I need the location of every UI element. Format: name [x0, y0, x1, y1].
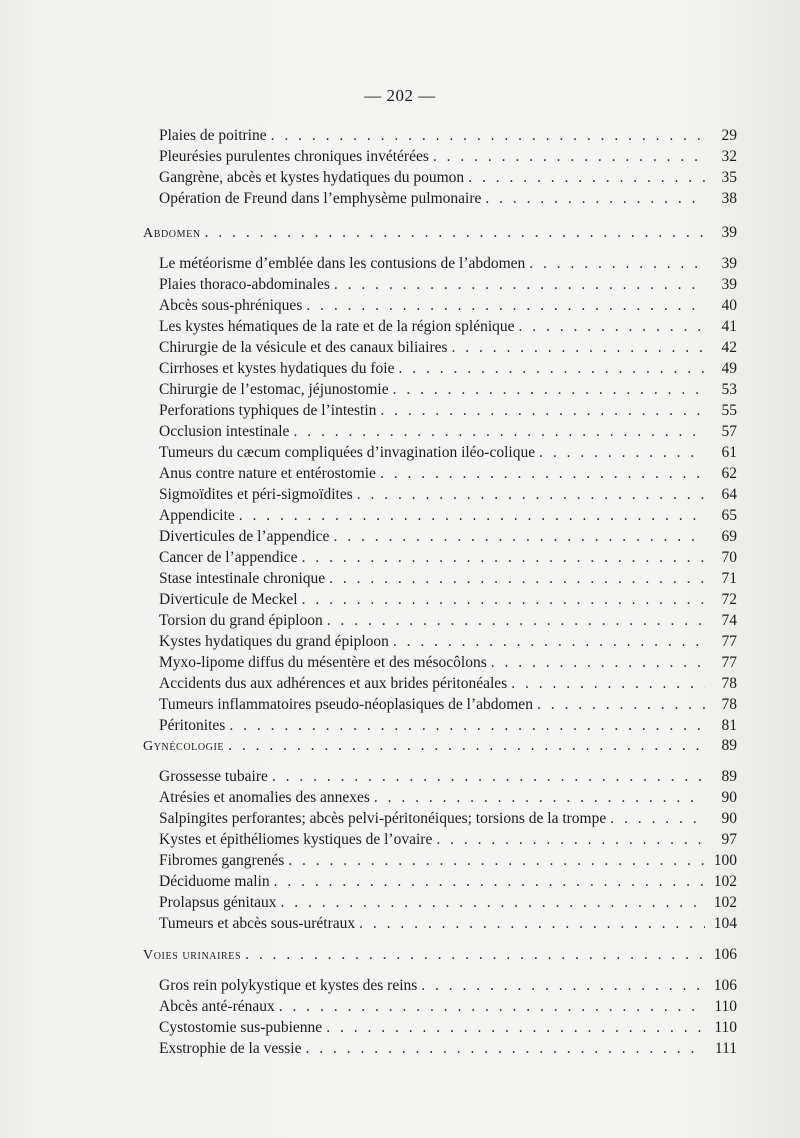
dot-leader: [433, 146, 705, 167]
entry-title: Péritonites: [159, 717, 226, 734]
page-ref: 64: [721, 486, 737, 503]
dot-leader: [398, 358, 705, 379]
entry-title: Grossesse tubaire: [159, 768, 268, 785]
page-ref: 89: [721, 768, 737, 785]
toc-entry: [159, 975, 737, 996]
page-ref: 40: [721, 297, 737, 314]
toc-entry: [159, 167, 737, 188]
dot-leader: [229, 715, 705, 736]
toc-entry: [159, 421, 737, 442]
page-ref: 78: [721, 675, 737, 692]
toc-entry: [159, 715, 737, 736]
page-ref: 62: [721, 465, 737, 482]
page-ref: 65: [721, 507, 737, 524]
page-ref: 106: [713, 977, 737, 994]
page-ref: 41: [721, 318, 737, 335]
dot-leader: [293, 421, 705, 442]
page-ref: 97: [721, 831, 737, 848]
page-ref: 49: [721, 360, 737, 377]
dot-leader: [436, 829, 705, 850]
page-ref: 72: [721, 591, 737, 608]
toc-entry: [159, 568, 737, 589]
toc-entry: [159, 463, 737, 484]
entry-title: Myxo-lipome diffus du mésentère et des mésocôlons: [159, 654, 487, 671]
dot-leader: [305, 1038, 705, 1059]
toc-entry: [159, 673, 737, 694]
section-heading-title: Abdomen: [143, 226, 201, 241]
dot-leader: [393, 379, 705, 400]
page-ref: 77: [721, 633, 737, 650]
toc-entry: [159, 892, 737, 913]
dot-leader: [329, 568, 705, 589]
dot-leader: [421, 975, 705, 996]
toc-entry: [159, 871, 737, 892]
dot-leader: [511, 673, 705, 694]
dot-leader: [306, 295, 705, 316]
toc-entry: [159, 337, 737, 358]
dot-leader: [393, 631, 705, 652]
dot-leader: [271, 125, 705, 146]
page-ref: 100: [713, 852, 737, 869]
toc-entry: [159, 274, 737, 295]
dot-leader: [326, 1017, 705, 1038]
toc-entry: [159, 808, 737, 829]
entry-title: Stase intestinale chronique: [159, 570, 326, 587]
dot-leader: [274, 871, 705, 892]
toc-entry: [159, 379, 737, 400]
dot-leader: [485, 188, 705, 209]
toc-entry: [159, 358, 737, 379]
dot-leader: [272, 766, 705, 787]
dot-leader: [610, 808, 705, 829]
toc-entry: [159, 505, 737, 526]
dot-leader: [228, 735, 705, 756]
toc-entry: [159, 484, 737, 505]
page-ref: 39: [721, 224, 737, 241]
section-heading: [143, 735, 737, 756]
toc-entry: [159, 787, 737, 808]
entry-title: Tumeurs et abcès sous-urétraux: [159, 915, 356, 932]
entry-title: Kystes et épithéliomes kystiques de l’ovaire: [159, 831, 433, 848]
entry-title: Gros rein polykystique et kystes des reins: [159, 977, 418, 994]
page-ref: 29: [721, 127, 737, 144]
dot-leader: [279, 996, 705, 1017]
toc-entry: [159, 295, 737, 316]
toc-entry: [159, 652, 737, 673]
toc-entry: [159, 694, 737, 715]
page-ref: 39: [721, 255, 737, 272]
toc-entry: [159, 766, 737, 787]
dot-leader: [357, 484, 705, 505]
page-ref: 89: [721, 737, 737, 754]
entry-title: Sigmoïdites et péri-sigmoïdites: [159, 486, 353, 503]
toc-entry: [159, 316, 737, 337]
entry-title: Occlusion intestinale: [159, 423, 290, 440]
toc-entry: [159, 850, 737, 871]
toc-entry: [159, 829, 737, 850]
page-ref: 90: [721, 789, 737, 806]
page-ref: 69: [721, 528, 737, 545]
toc-entry: [159, 547, 737, 568]
page-ref: 53: [721, 381, 737, 398]
page-ref: 102: [713, 873, 737, 890]
page-ref: 77: [721, 654, 737, 671]
entry-title: Les kystes hématiques de la rate et de la région splénique: [159, 318, 515, 335]
entry-title: Cancer de l’appendice: [159, 549, 298, 566]
page-ref: 32: [721, 148, 737, 165]
entry-title: Accidents dus aux adhérences et aux brides péritonéales: [159, 675, 508, 692]
entry-title: Le météorisme d’emblée dans les contusions de l’abdomen: [159, 255, 526, 272]
dot-leader: [491, 652, 705, 673]
page-ref: 90: [721, 810, 737, 827]
toc-entry: [159, 442, 737, 463]
page-ref: 38: [721, 190, 737, 207]
entry-title: Pleurésies purulentes chroniques invétérées: [159, 148, 429, 165]
dot-leader: [452, 337, 705, 358]
page-ref: 104: [713, 915, 737, 932]
dot-leader: [529, 253, 705, 274]
entry-title: Plaies de poitrine: [159, 127, 267, 144]
dot-leader: [380, 463, 705, 484]
dot-leader: [205, 222, 705, 243]
entry-title: Anus contre nature et entérostomie: [159, 465, 376, 482]
entry-title: Appendicite: [159, 507, 235, 524]
entry-title: Plaies thoraco-abdominales: [159, 276, 330, 293]
entry-title: Atrésies et anomalies des annexes: [159, 789, 370, 806]
page-ref: 57: [721, 423, 737, 440]
entry-title: Abcès sous-phréniques: [159, 297, 303, 314]
toc-entry: [159, 253, 737, 274]
page-ref: 71: [721, 570, 737, 587]
toc-entry: [159, 631, 737, 652]
dot-leader: [281, 892, 705, 913]
entry-title: Salpingites perforantes; abcès pelvi-péritonéiques; torsions de la trompe: [159, 810, 607, 827]
toc-entry: [159, 589, 737, 610]
entry-title: Abcès anté-rénaux: [159, 998, 275, 1015]
entry-title: Exstrophie de la vessie: [159, 1040, 302, 1057]
entry-title: Cirrhoses et kystes hydatiques du foie: [159, 360, 395, 377]
toc-entry: [159, 188, 737, 209]
page-ref: 110: [714, 1019, 737, 1036]
section-heading: [143, 944, 737, 965]
dot-leader: [519, 316, 705, 337]
page-ref: 70: [721, 549, 737, 566]
toc-entry: [159, 400, 737, 421]
dot-leader: [468, 167, 705, 188]
entry-title: Perforations typhiques de l’intestin: [159, 402, 377, 419]
page-ref: 42: [721, 339, 737, 356]
dot-leader: [302, 547, 705, 568]
section-heading-title: Gynécologie: [143, 739, 225, 754]
page-number: — 202 —: [364, 86, 436, 105]
entry-title: Tumeurs inflammatoires pseudo-néoplasiques de l’abdomen: [159, 696, 533, 713]
entry-title: Diverticule de Meckel: [159, 591, 298, 608]
toc-entry: [159, 146, 737, 167]
entry-title: Opération de Freund dans l’emphysème pulmonaire: [159, 190, 482, 207]
toc-entry: [159, 996, 737, 1017]
toc-entry: [159, 125, 737, 146]
toc-entry: [159, 1017, 737, 1038]
page-ref: 78: [721, 696, 737, 713]
toc-entry: [159, 1038, 737, 1059]
dot-leader: [239, 505, 705, 526]
page-ref: 55: [721, 402, 737, 419]
entry-title: Fibromes gangrenés: [159, 852, 285, 869]
entry-title: Tumeurs du cæcum compliquées d’invagination iléo-colique: [159, 444, 536, 461]
section-heading: [143, 222, 737, 243]
page-ref: 39: [721, 276, 737, 293]
page-ref: 111: [714, 1040, 737, 1057]
dot-leader: [302, 589, 705, 610]
entry-title: Gangrène, abcès et kystes hydatiques du poumon: [159, 169, 465, 186]
entry-title: Kystes hydatiques du grand épiploon: [159, 633, 389, 650]
page-ref: 110: [714, 998, 737, 1015]
dot-leader: [359, 913, 705, 934]
dot-leader: [288, 850, 705, 871]
toc-entry: [159, 913, 737, 934]
entry-title: Diverticules de l’appendice: [159, 528, 330, 545]
page-ref: 81: [721, 717, 737, 734]
dot-leader: [539, 442, 705, 463]
section-heading-title: Voies urinaires: [143, 948, 242, 963]
entry-title: Chirurgie de la vésicule et des canaux biliaires: [159, 339, 448, 356]
page-ref: 35: [721, 169, 737, 186]
toc-entry: [159, 610, 737, 631]
entry-title: Prolapsus génitaux: [159, 894, 277, 911]
dot-leader: [334, 274, 705, 295]
entry-title: Cystostomie sus-pubienne: [159, 1019, 323, 1036]
toc-entry: [159, 526, 737, 547]
dot-leader: [380, 400, 705, 421]
page-ref: 74: [721, 612, 737, 629]
dot-leader: [327, 610, 705, 631]
page-ref: 106: [713, 946, 737, 963]
dot-leader: [537, 694, 705, 715]
entry-title: Chirurgie de l’estomac, jéjunostomie: [159, 381, 389, 398]
page-ref: 61: [721, 444, 737, 461]
dot-leader: [245, 944, 705, 965]
dot-leader: [374, 787, 705, 808]
entry-title: Déciduome malin: [159, 873, 270, 890]
dot-leader: [333, 526, 705, 547]
entry-title: Torsion du grand épiploon: [159, 612, 323, 629]
page-ref: 102: [713, 894, 737, 911]
